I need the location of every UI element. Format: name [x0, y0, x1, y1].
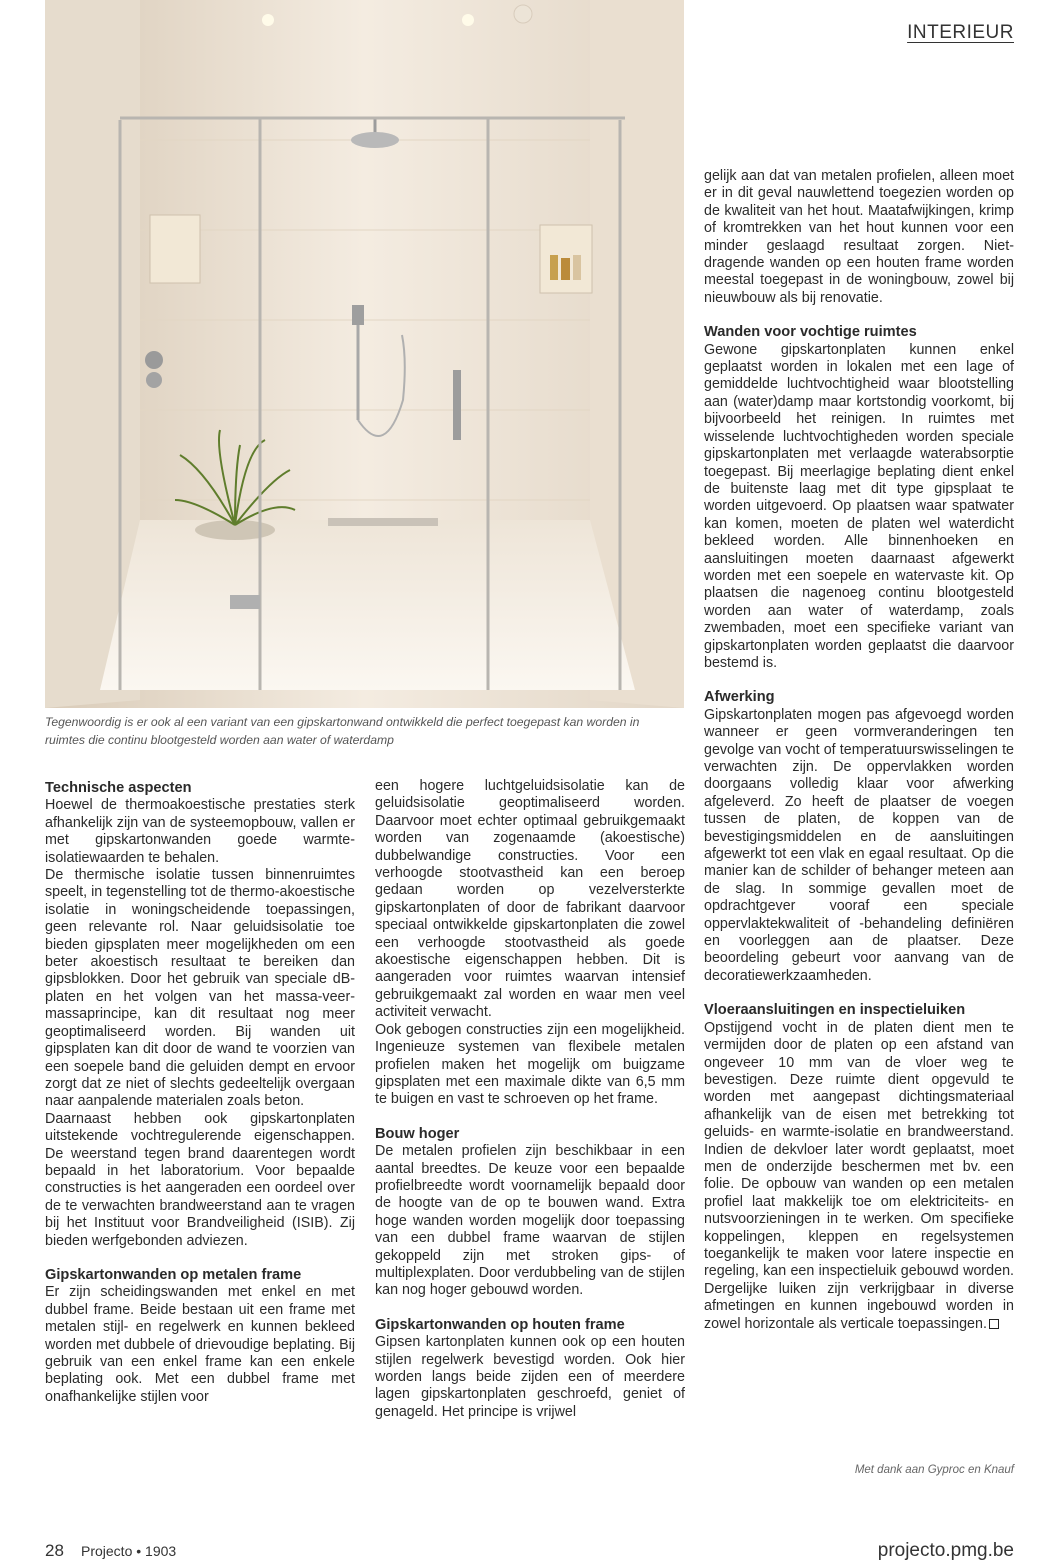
heading-bouw-hoger: Bouw hoger [375, 1125, 460, 1142]
article-column-2 [375, 778, 685, 1421]
shower-photo [45, 0, 684, 708]
paragraph: Er zijn scheidingswanden met enkel en met dubbel frame. Beide bestaan uit een frame met metalen stijl- en regelwerk en kunnen bekleed worden met dubbele of drievoudige beplating. Bij gebruik van een enkel frame kan een enkele beplating ook. Met een dubbel frame met onafhankelijke stijlen voor [45, 1284, 355, 1405]
paragraph: De thermische isolatie tussen binnenruimtes speelt, in tegenstelling tot de thermo-akoestische isolatie in woningscheidende toepassingen, geen relevante rol. Naar geluidsisolatie toe bieden gipsplaten meer mogelijkheden om een beter akoestisch resultaat te bereiken dan gipsblokken. Door het gebruik van speciale dB-platen en het volgen van het massa-veer-massaprincipe, kan dit resultaat nog meer geoptimaliseerd worden. Bij wanden uit gipsplaten kan dit door de wand te voorzien van een soepele band die geluiden dempt en ervoor zorgt dat ze niet of slechts gedeeltelijk overgaan naar aanpalende materialen zoals beton. [45, 867, 355, 1110]
section-label: INTERIEUR [907, 22, 1014, 43]
paragraph: Ook gebogen constructies zijn een mogelijkheid. Ingenieuze systemen van flexibele metalen profielen maken het mogelijk om buigzame gipsplaten met een maximale dikte van 6,5 mm te buigen en vast te schroeven op het frame. [375, 1021, 685, 1108]
paragraph: De metalen profielen zijn beschikbaar in een aantal breedtes. De keuze voor een bepaalde profielbreedte wordt voornamelijk bepaald door de hoogte van de op te bouwen wand. Extra hoge wanden worden mogelijk door toepassing van een dubbel frame waarvan de stijlen gekoppeld zijn met stroken gips- of multiplexplaten. Door verdubbeling van de stijlen kan nog hoger gebouwd worden. [375, 1143, 685, 1299]
credits: Met dank aan Gyproc en Knauf [854, 1464, 1014, 1476]
end-mark-icon [989, 1319, 999, 1329]
paragraph-text: Opstijgend vocht in de platen dient men te vermijden door de platen op een afstand van ongeveer 10 mm van de vloer weg te bevestigen. Deze ruimte dient opgevuld te worden met aangepast dichtingsmateriaal afhankelijk van de eisen met betrekking tot geluids- en warmte-isolatie en brandweerstand. Indien de dekvloer later wordt geplaatst, moet men de onderzijde beschermen met bv. een folie. De opbouw van wanden op een metalen profiel laat makkelijk toe om elektriciteits- en nutsvoorzieningen in te werken. Om specifieke koppelingen, kleppen en regelsystemen toegankelijk te maken voor latere inspectie en regeling, kan een inspectieluik gebouwd worden. Dergelijke luiken zijn verkrijgbaar in diverse afmetingen en kunnen ingebouwd worden in zowel horizontale als verticale toepassingen. [704, 1019, 1014, 1332]
article-column-3 [704, 168, 1014, 1333]
article-column-1 [45, 780, 355, 1406]
paragraph: Daarnaast hebben ook gipskartonplaten uitstekende vochtregulerende eigenschappen. De weerstand tegen brand daarentegen wordt bepaald in het laboratorium. Voor bepaalde constructies is het aangeraden een oordeel over de te verwachten brandweerstand aan te vragen bij het Instituut voor Brandveiligheid (ISIB). Zij bieden werfgebonden adviezen. [45, 1110, 355, 1249]
heading-vochtige-ruimtes: Wanden voor vochtige ruimtes [704, 324, 917, 341]
publication-issue: Projecto • 1903 [81, 1543, 177, 1559]
paragraph-final [704, 1020, 1014, 1333]
heading-houten-frame: Gipskartonwanden op houten frame [375, 1316, 625, 1333]
website-link[interactable]: projecto.pmg.be [877, 1540, 1014, 1561]
paragraph: gelijk aan dat van metalen profielen, alleen moet er in dit geval nauwlettend toegezien worden op de kwaliteit van het hout. Maatafwijkingen, krimp of kromtrekken van het hout kunnen voor een minder geslaagd resultaat zorgen. Niet-dragende wanden op een houten frame worden meestal toegepast in de woningbouw, zowel bij nieuwbouw als bij renovatie. [704, 168, 1014, 306]
paragraph: een hogere luchtgeluidsisolatie kan de geluidsisolatie geoptimaliseerd worden. Daarvoor moet echter optimaal gebruikgemaakt worden van zogenaamde (akoestische) dubbelwandige constructies. Voor een verhoogde stootvastheid kan een beroep gedaan worden op vezelversterkte gipskartonplaten of door de fabrikant daarvoor speciaal ontwikkelde gipskartonplaten die zowel een verhoogde stootvastheid als goede akoestische eigenschappen hebben. Dit is aangeraden voor ruimtes waarvan intensief gebruikgemaakt zal worden en waar men veel activiteit verwacht. [375, 778, 685, 1021]
heading-technische-aspecten: Technische aspecten [45, 780, 192, 796]
heading-afwerking: Afwerking [704, 689, 775, 706]
shower-illustration [45, 0, 684, 708]
heading-vloeraansluitingen: Vloeraansluitingen en inspectieluiken [704, 1002, 966, 1019]
photo-caption: Tegenwoordig is er ook al een variant van een gipskartonwand ontwikkeld die perfect toegepast kan worden in ruimtes die continu blootgesteld worden aan water of waterdamp [45, 715, 640, 747]
heading-metalen-frame: Gipskartonwanden op metalen frame [45, 1266, 302, 1283]
paragraph: Hoewel de thermoakoestische prestaties sterk afhankelijk zijn van de systeemopbouw, vallen er met gipskartonwanden goede warmte-isolatiewaarden te behalen. [45, 797, 355, 866]
paragraph: Gewone gipskartonplaten kunnen enkel geplaatst worden in lokalen met een lage of gemiddelde luchtvochtigheid waar blootstelling aan (water)damp maar kortstondig voorkomt, bij bijvoorbeeld het reinigen. In ruimtes met wisselende luchtvochtigheden worden speciale gipskartonplaten met verlaagde waterabsorptie toegepast. Bij meerlagige beplating dient enkel de buitenste laag met dit type gipsplaat te worden uitgevoerd. Op plaatsen waar spatwater kan komen, moeten de platen wel waterdicht bekleed worden. Alle binnenhoeken en aansluitingen moeten daarnaast afgewerkt worden met een soepele en watervaste kit. Op plaatsen die nagenoeg continu blootgesteld worden aan water of waterdamp, zoals zwembaden, moet een specifieke variant van gipskartonplaten worden geplaatst die daarvoor bestemd is. [704, 341, 1014, 671]
page-number: 28 [45, 1541, 64, 1560]
paragraph: Gipskartonplaten mogen pas afgevoegd worden wanneer er geen vormveranderingen ten gevolge van vocht of temperatuurswisselingen te verwachten zijn. De oppervlakken worden doorgaans volledig klaar voor afwerking afgeleverd. Zo heeft de plaatser de voegen tussen de platen, de koppen van de bevestigingsmiddelen en de aansluitingen afgewerkt tot een vlak en egaal resultaat. Op die manier kan de schilder of behanger meteen aan de slag. In sommige gevallen moet de opdrachtgever vooraf een speciale oppervlaktekwaliteit of -behandeling definiëren en voorleggen aan de plaatser. Deze beoordeling gebeurt voor aanvang van de decoratiewerkzaamheden. [704, 706, 1014, 984]
paragraph: Gipsen kartonplaten kunnen ook op een houten stijlen regelwerk bevestigd worden. Ook hier worden langs beide zijden een of meerdere lagen gipskartonplaten geschroefd, geniet of genageld. Het principe is vrijwel [375, 1334, 685, 1420]
